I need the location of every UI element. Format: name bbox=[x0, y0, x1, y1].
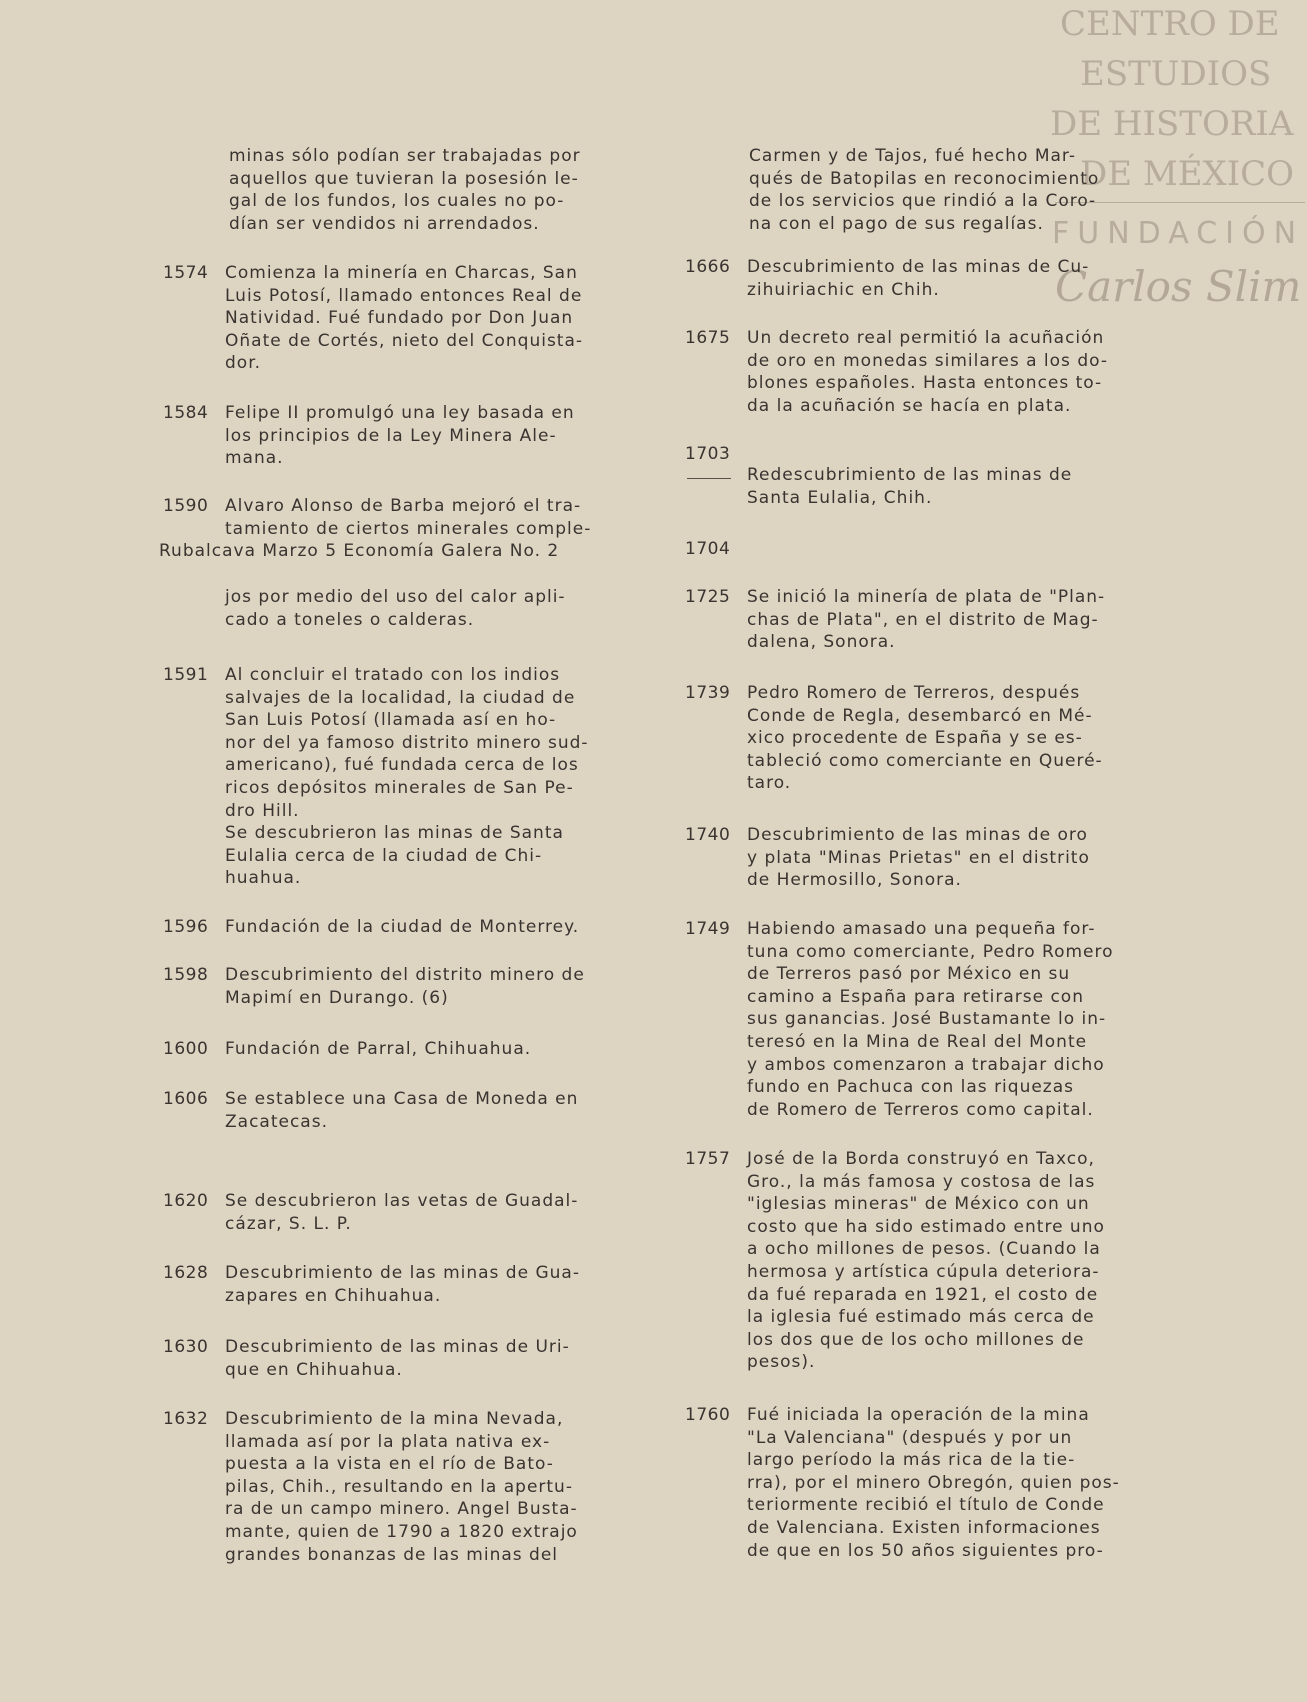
entry-text: Felipe II promulgó una ley basada en los principios de la Ley Minera Ale- mana. bbox=[225, 403, 575, 469]
left-entry-1606 bbox=[163, 1088, 658, 1133]
right-entry-1740 bbox=[685, 824, 1175, 892]
left-intro: minas sólo podían ser trabajadas por aquellos que tuvieran la posesión le- gal de los fundos, los cuales no po- dían ser vendidos ni arrendados. bbox=[229, 146, 581, 234]
entry-text: Pedro Romero de Terreros, después Conde de Regla, desembarcó en Mé- xico procedente de España y se es- tableció como comerciante en Queré- taro. bbox=[747, 683, 1103, 794]
entry-year: 1666 bbox=[685, 257, 731, 277]
entry-year: 1675 bbox=[685, 328, 731, 348]
entry-text: Se establece una Casa de Moneda en Zacatecas. bbox=[225, 1089, 579, 1132]
right-entry-1757 bbox=[685, 1148, 1175, 1374]
entry-year: 1590 bbox=[163, 496, 209, 516]
entry-text: Comienza la minería en Charcas, San Luis Potosí, llamado entonces Real de Natividad. Fué fundado por Don Juan Oñate de Cortés, nieto del Conquista- dor. bbox=[225, 263, 584, 374]
galley-footer: Rubalcava Marzo 5 Economía Galera No. 2 bbox=[159, 541, 560, 561]
left-entry-1584 bbox=[163, 402, 658, 470]
watermark-line-3: DE HISTORIA bbox=[1050, 104, 1294, 144]
entry-year: 1740 bbox=[685, 825, 731, 845]
left-entry-1600 bbox=[163, 1038, 658, 1061]
entry-year: 1620 bbox=[163, 1191, 209, 1211]
entry-year: 1596 bbox=[163, 917, 209, 937]
left-entry-1632 bbox=[163, 1408, 658, 1566]
entry-text: Se inició la minería de plata de "Plan- chas de Plata", en el distrito de Mag- dalena, Sonora. bbox=[747, 587, 1106, 653]
entry-text: Descubrimiento de las minas de Gua- zapares en Chihuahua. bbox=[225, 1263, 580, 1306]
entry-text: Alvaro Alonso de Barba mejoró el tra- tamiento de ciertos minerales comple- bbox=[225, 496, 592, 539]
entry-text: Se descubrieron las vetas de Guadal- cázar, S. L. P. bbox=[225, 1191, 579, 1234]
right-intro: Carmen y de Tajos, fué hecho Mar- qués de Batopilas en reconocimiento de los servicios que rindió a la Coro- na con el pago de sus regalías. bbox=[749, 146, 1100, 234]
watermark-line-1: CENTRO DE bbox=[1060, 4, 1280, 44]
entry-text: Descubrimiento del distrito minero de Mapimí en Durango. (6) bbox=[225, 965, 585, 1008]
right-entry-1675 bbox=[685, 327, 1175, 417]
left-entry-1628 bbox=[163, 1262, 658, 1307]
entry-year: 1600 bbox=[163, 1039, 209, 1059]
entry-year: 1591 bbox=[163, 665, 209, 685]
entry-text: Redescubrimiento de las minas de Santa Eulalia, Chih. bbox=[747, 465, 1073, 508]
right-entry-1725 bbox=[685, 586, 1175, 654]
right-entry-1749 bbox=[685, 918, 1175, 1121]
entry-text: Descubrimiento de las minas de Cu- zihuiriachic en Chih. bbox=[747, 257, 1090, 300]
entry-text: Habiendo amasado una pequeña for- tuna como comerciante, Pedro Romero de Terreros pasó por México en su camino a España para retirarse con sus ganancias. José Bustamante lo in- teresó en la Mina de Real del Monte y ambos comenzaron a trabajar dicho fundo en Pachuca con las riquezas de Romero de Terreros como capital. bbox=[747, 919, 1114, 1120]
left-entry-1590-cont bbox=[163, 586, 658, 631]
entry-year: 1760 bbox=[685, 1405, 731, 1425]
watermark-line-4: DE MÉXICO bbox=[1080, 154, 1295, 194]
entry-year: 1628 bbox=[163, 1263, 209, 1283]
entry-text: Descubrimiento de las minas de Uri- que en Chihuahua. bbox=[225, 1337, 570, 1380]
entry-text bbox=[747, 443, 1173, 466]
entry-text: José de la Borda construyó en Taxco, Gro., la más famosa y costosa de las "iglesias mineras" de México con un costo que ha sido estimado entre uno a ocho millones de pesos. (Cuando la hermosa y artística cúpula deteriora- da fué reparada en 1921, el costo de la iglesia fué estimado más cerca de los dos que de los ocho millones de pesos). bbox=[747, 1149, 1105, 1373]
left-entry-1591 bbox=[163, 664, 658, 890]
watermark-line-2: ESTUDIOS bbox=[1080, 54, 1272, 94]
entry-text: Un decreto real permitió la acuñación de oro en monedas similares a los do- blones españoles. Hasta entonces to- da la acuñación se hacía en plata. bbox=[747, 328, 1108, 416]
entry-text bbox=[747, 538, 1173, 561]
entry-year: 1574 bbox=[163, 263, 209, 283]
entry-year bbox=[163, 586, 225, 631]
right-entry-1703-text bbox=[685, 464, 1175, 509]
watermark-foundation: FUNDACIÓN bbox=[1052, 216, 1305, 251]
left-entry-1598 bbox=[163, 964, 658, 1009]
entry-year: 1725 bbox=[685, 587, 731, 607]
entry-year: 1704 bbox=[685, 539, 731, 559]
entry-text: Descubrimiento de las minas de oro y plata "Minas Prietas" en el distrito de Hermosillo, Sonora. bbox=[747, 825, 1090, 891]
entry-text: Fué iniciada la operación de la mina "La Valenciana" (después y por un largo período la más rica de la tie- rra), por el minero Obregón, quien pos- teriormente recibió el título de Conde de Valenciana. Existen informaciones de que en los 50 años siguientes pro- bbox=[747, 1405, 1120, 1561]
entry-year: 1757 bbox=[685, 1149, 731, 1169]
entry-text: Fundación de la ciudad de Monterrey. bbox=[225, 917, 580, 937]
entry-text: Descubrimiento de la mina Nevada, llamada así por la plata nativa ex- puesta a la vista en el río de Bato- pilas, Chih., resultando en la apertu- ra de un campo minero. Angel Busta- mante, quien de 1790 a 1820 extrajo grandes bonanzas de las minas del bbox=[225, 1409, 578, 1565]
entry-year bbox=[685, 464, 747, 509]
entry-text: Fundación de Parral, Chihuahua. bbox=[225, 1039, 532, 1059]
entry-year: 1584 bbox=[163, 403, 209, 423]
entry-text: Al concluir el tratado con los indios salvajes de la localidad, la ciudad de San Luis Potosí (llamada así en ho- nor del ya famoso distrito minero sud- americano), fué fundada cerca de los ricos depósitos minerales de San Pe- dro Hill. Se descubrieron las minas de Santa Eulalia cerca de la ciudad de Chi- huahua. bbox=[225, 665, 589, 889]
entry-year: 1739 bbox=[685, 683, 731, 703]
left-entry-1620 bbox=[163, 1190, 658, 1235]
entry-year: 1606 bbox=[163, 1089, 209, 1109]
entry-year: 1632 bbox=[163, 1409, 209, 1429]
left-entry-1590 bbox=[163, 495, 658, 540]
right-entry-1739 bbox=[685, 682, 1175, 795]
left-entry-1596 bbox=[163, 916, 658, 939]
entry-year: 1598 bbox=[163, 965, 209, 985]
entry-year: 1703 bbox=[685, 444, 731, 464]
right-entry-1666 bbox=[685, 256, 1175, 301]
entry-year: 1630 bbox=[163, 1337, 209, 1357]
left-entry-1630 bbox=[163, 1336, 658, 1381]
entry-text: jos por medio del uso del calor apli- cado a toneles o calderas. bbox=[225, 587, 566, 630]
right-entry-1703 bbox=[685, 443, 1175, 466]
left-entry-1574 bbox=[163, 262, 658, 375]
entry-year: 1749 bbox=[685, 919, 731, 939]
right-entry-1760 bbox=[685, 1404, 1175, 1562]
watermark-signature: Carlos Slim bbox=[1055, 262, 1302, 311]
right-entry-1704 bbox=[685, 538, 1175, 561]
